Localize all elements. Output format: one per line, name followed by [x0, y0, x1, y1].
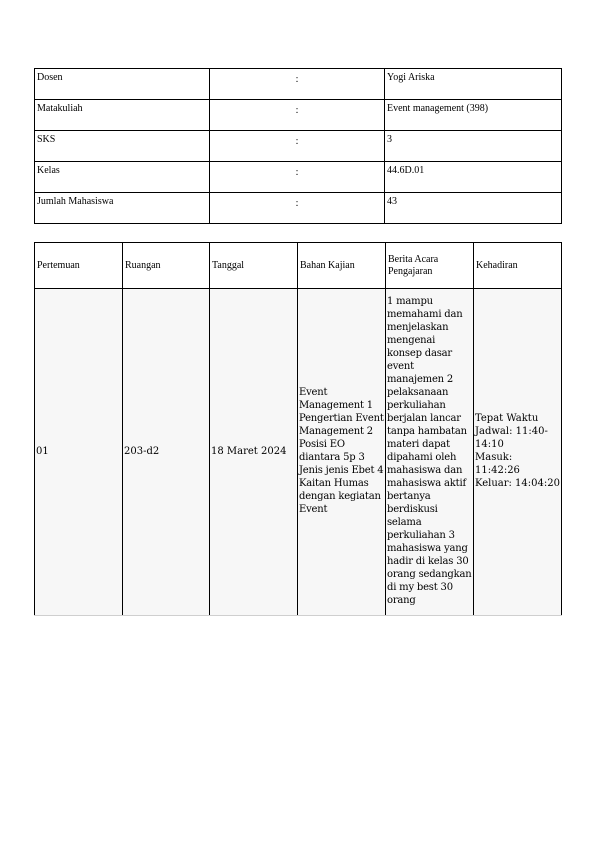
info-label: Matakuliah: [35, 100, 210, 131]
info-value-matakuliah: Event management (398): [385, 100, 562, 131]
info-separator: :: [210, 100, 385, 131]
header-kehadiran: Kehadiran: [474, 243, 562, 289]
kehadiran-keluar: Keluar: 14:04:20: [475, 478, 560, 489]
header-bahan-kajian: Bahan Kajian: [298, 243, 386, 289]
course-info-table: [34, 68, 562, 224]
cell-tanggal: 18 Maret 2024: [210, 289, 298, 616]
kehadiran-masuk: Masuk: 11:42:26: [475, 452, 520, 476]
info-separator: :: [210, 69, 385, 100]
table-row: [35, 289, 562, 616]
cell-berita-acara: 1 mampu memahami dan menjelaskan mengenai konsep dasar event manajemen 2 pelaksanaan perkuliahan berjalan lancar tanpa hambatan materi dapat dipahami oleh mahasiswa dan mahasiswa aktif bertanya berdiskusi selama perkuliahan 3 mahasiswa yang hadir di kelas 30 orang sedangkan di my best 30 orang: [386, 289, 474, 616]
info-separator: :: [210, 162, 385, 193]
cell-bahan-kajian: Event Management 1 Pengertian Event Management 2 Posisi EO diantara 5p 3 Jenis jenis Ebet 4 Kaitan Humas dengan kegiatan Event: [298, 289, 386, 616]
info-row-kelas: [35, 162, 562, 193]
info-value-jumlah-mahasiswa: 43: [385, 193, 562, 224]
info-value-sks: 3: [385, 131, 562, 162]
header-berita-acara: Berita Acara Pengajaran: [386, 243, 474, 289]
info-row-dosen: [35, 69, 562, 100]
info-row-sks: [35, 131, 562, 162]
header-ruangan: Ruangan: [123, 243, 210, 289]
info-label: Kelas: [35, 162, 210, 193]
header-pertemuan: Pertemuan: [35, 243, 123, 289]
info-value-kelas: 44.6D.01: [385, 162, 562, 193]
info-separator: :: [210, 131, 385, 162]
cell-ruangan: 203-d2: [123, 289, 210, 616]
info-row-jumlah-mahasiswa: [35, 193, 562, 224]
info-label: Dosen: [35, 69, 210, 100]
kehadiran-jadwal: Jadwal: 11:40-14:10: [475, 426, 548, 450]
info-label: SKS: [35, 131, 210, 162]
cell-kehadiran: [474, 289, 562, 616]
info-value-dosen: Yogi Ariska: [385, 69, 562, 100]
info-separator: :: [210, 193, 385, 224]
cell-pertemuan: 01: [35, 289, 123, 616]
info-row-matakuliah: [35, 100, 562, 131]
header-tanggal: Tanggal: [210, 243, 298, 289]
session-table: [34, 242, 562, 616]
info-label: Jumlah Mahasiswa: [35, 193, 210, 224]
kehadiran-status: Tepat Waktu: [475, 413, 539, 424]
session-header-row: [35, 243, 562, 289]
